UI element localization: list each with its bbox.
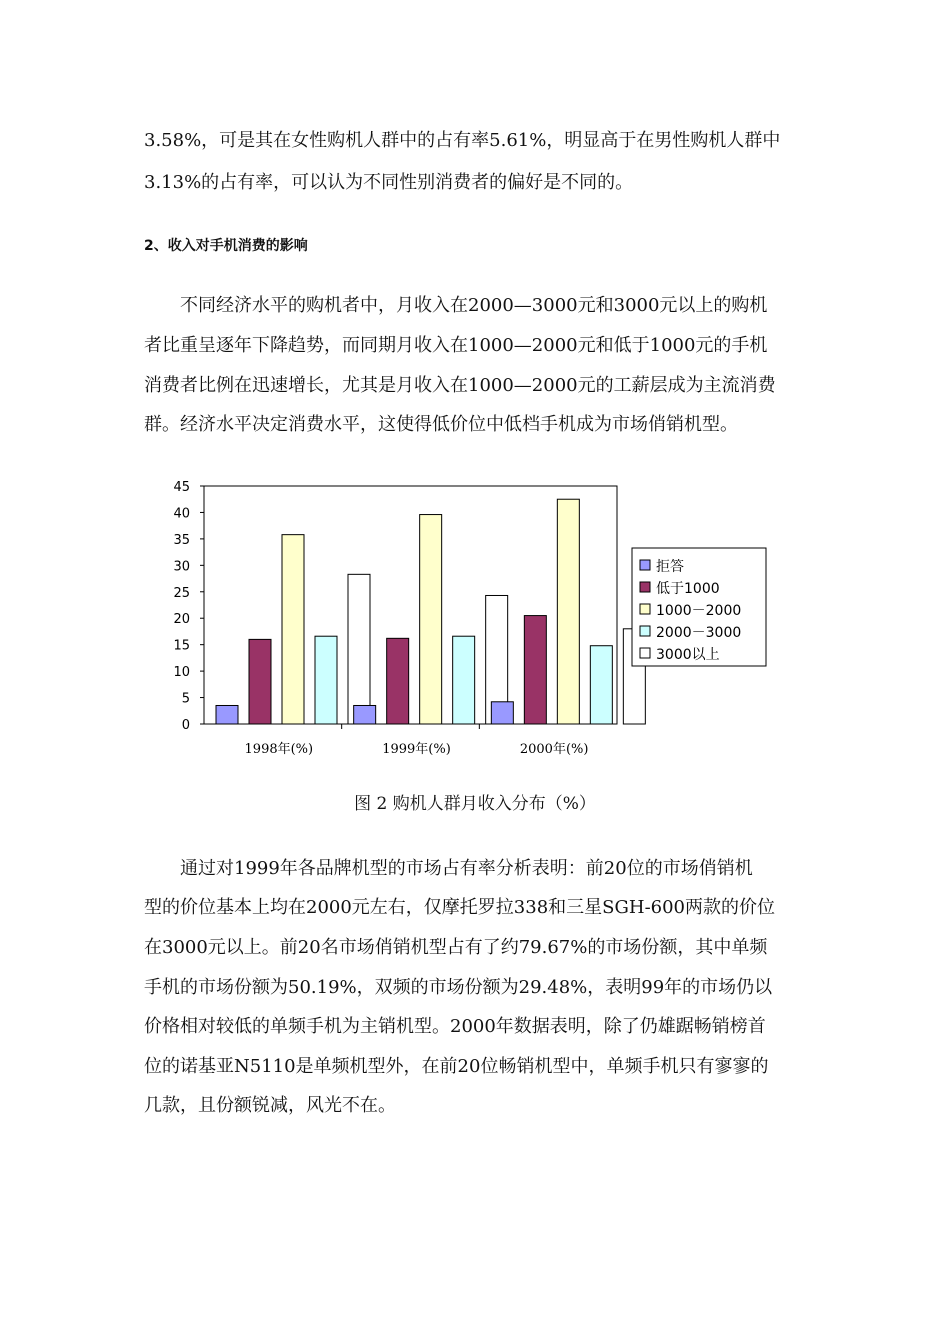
y-tick-label: 45 bbox=[173, 480, 190, 495]
chart-legend bbox=[632, 548, 766, 666]
bar bbox=[590, 646, 612, 724]
bar bbox=[282, 535, 304, 724]
bar bbox=[524, 616, 546, 724]
legend-label: 拒答 bbox=[656, 559, 684, 575]
legend-swatch bbox=[640, 648, 650, 658]
y-tick-label: 15 bbox=[173, 638, 190, 654]
y-tick-label: 30 bbox=[173, 559, 190, 575]
y-tick-label: 10 bbox=[173, 665, 190, 681]
paragraph-market-line: 手机的市场份额为50.19%，双频的市场份额为29.48%，表明99年的市场仍以 bbox=[144, 977, 773, 998]
paragraph-income-line: 群。经济水平决定消费水平，这使得低价位中低档手机成为市场俏销机型。 bbox=[144, 414, 738, 435]
bar bbox=[249, 639, 271, 724]
paragraph-market-line: 价格相对较低的单频手机为主销机型。2000年数据表明，除了仍雄踞畅销榜首 bbox=[144, 1016, 766, 1037]
bar bbox=[453, 636, 475, 724]
y-tick-label: 0 bbox=[181, 718, 190, 733]
bar bbox=[557, 499, 579, 724]
bar bbox=[354, 705, 376, 724]
x-tick-label: 1998年(%) bbox=[244, 742, 314, 757]
paragraph-income-line: 者比重呈逐年下降趋势，而同期月收入在1000—2000元和低于1000元的手机 bbox=[144, 335, 768, 356]
x-tick-label: 2000年(%) bbox=[519, 742, 589, 757]
legend-label: 3000以上 bbox=[656, 647, 720, 663]
legend-swatch bbox=[640, 582, 650, 592]
x-tick-label: 1999年(%) bbox=[382, 742, 451, 757]
section-heading: 2、收入对手机消费的影响 bbox=[144, 238, 308, 254]
legend-label: 2000－3000 bbox=[656, 625, 742, 641]
bar bbox=[387, 638, 409, 724]
legend-label: 1000－2000 bbox=[656, 603, 742, 619]
paragraph-market-line: 位的诺基亚N5110是单频机型外，在前20位畅销机型中，单频手机只有寥寥的 bbox=[144, 1056, 769, 1077]
paragraph-top-line: 3.58%，可是其在女性购机人群中的占有率5.61%，明显高于在男性购机人群中 bbox=[144, 130, 781, 151]
paragraph-market-line: 通过对1999年各品牌机型的市场占有率分析表明：前20位的市场俏销机 bbox=[180, 858, 753, 879]
bar bbox=[420, 515, 442, 724]
y-tick-label: 35 bbox=[173, 532, 190, 548]
y-tick-label: 40 bbox=[173, 506, 190, 522]
legend-swatch bbox=[640, 604, 650, 614]
bar bbox=[491, 702, 513, 724]
paragraph-market-line: 型的价位基本上均在2000元左右，仅摩托罗拉338和三星SGH-600两款的价位 bbox=[144, 897, 776, 918]
paragraph-income-line: 消费者比例在迅速增长，尤其是月收入在1000—2000元的工薪层成为主流消费 bbox=[144, 375, 776, 396]
income-bar-chart bbox=[160, 472, 780, 772]
legend-swatch bbox=[640, 626, 650, 636]
paragraph-market-line: 几款，且份额锐减，风光不在。 bbox=[144, 1095, 396, 1116]
legend-label: 低于1000 bbox=[656, 581, 720, 597]
y-tick-label: 20 bbox=[173, 612, 190, 628]
paragraph-income-line: 不同经济水平的购机者中，月收入在2000—3000元和3000元以上的购机 bbox=[180, 295, 768, 316]
paragraph-top-line: 3.13%的占有率，可以认为不同性别消费者的偏好是不同的。 bbox=[144, 172, 634, 193]
figure-caption: 图 2 购机人群月收入分布（%） bbox=[354, 794, 596, 814]
y-tick-label: 25 bbox=[173, 585, 190, 601]
bar bbox=[216, 705, 238, 724]
legend-swatch bbox=[640, 560, 650, 570]
bar bbox=[348, 574, 370, 724]
paragraph-market-line: 在3000元以上。前20名市场俏销机型占有了约79.67%的市场份额，其中单频 bbox=[144, 937, 768, 958]
bar bbox=[315, 636, 337, 724]
y-tick-label: 5 bbox=[181, 691, 190, 707]
